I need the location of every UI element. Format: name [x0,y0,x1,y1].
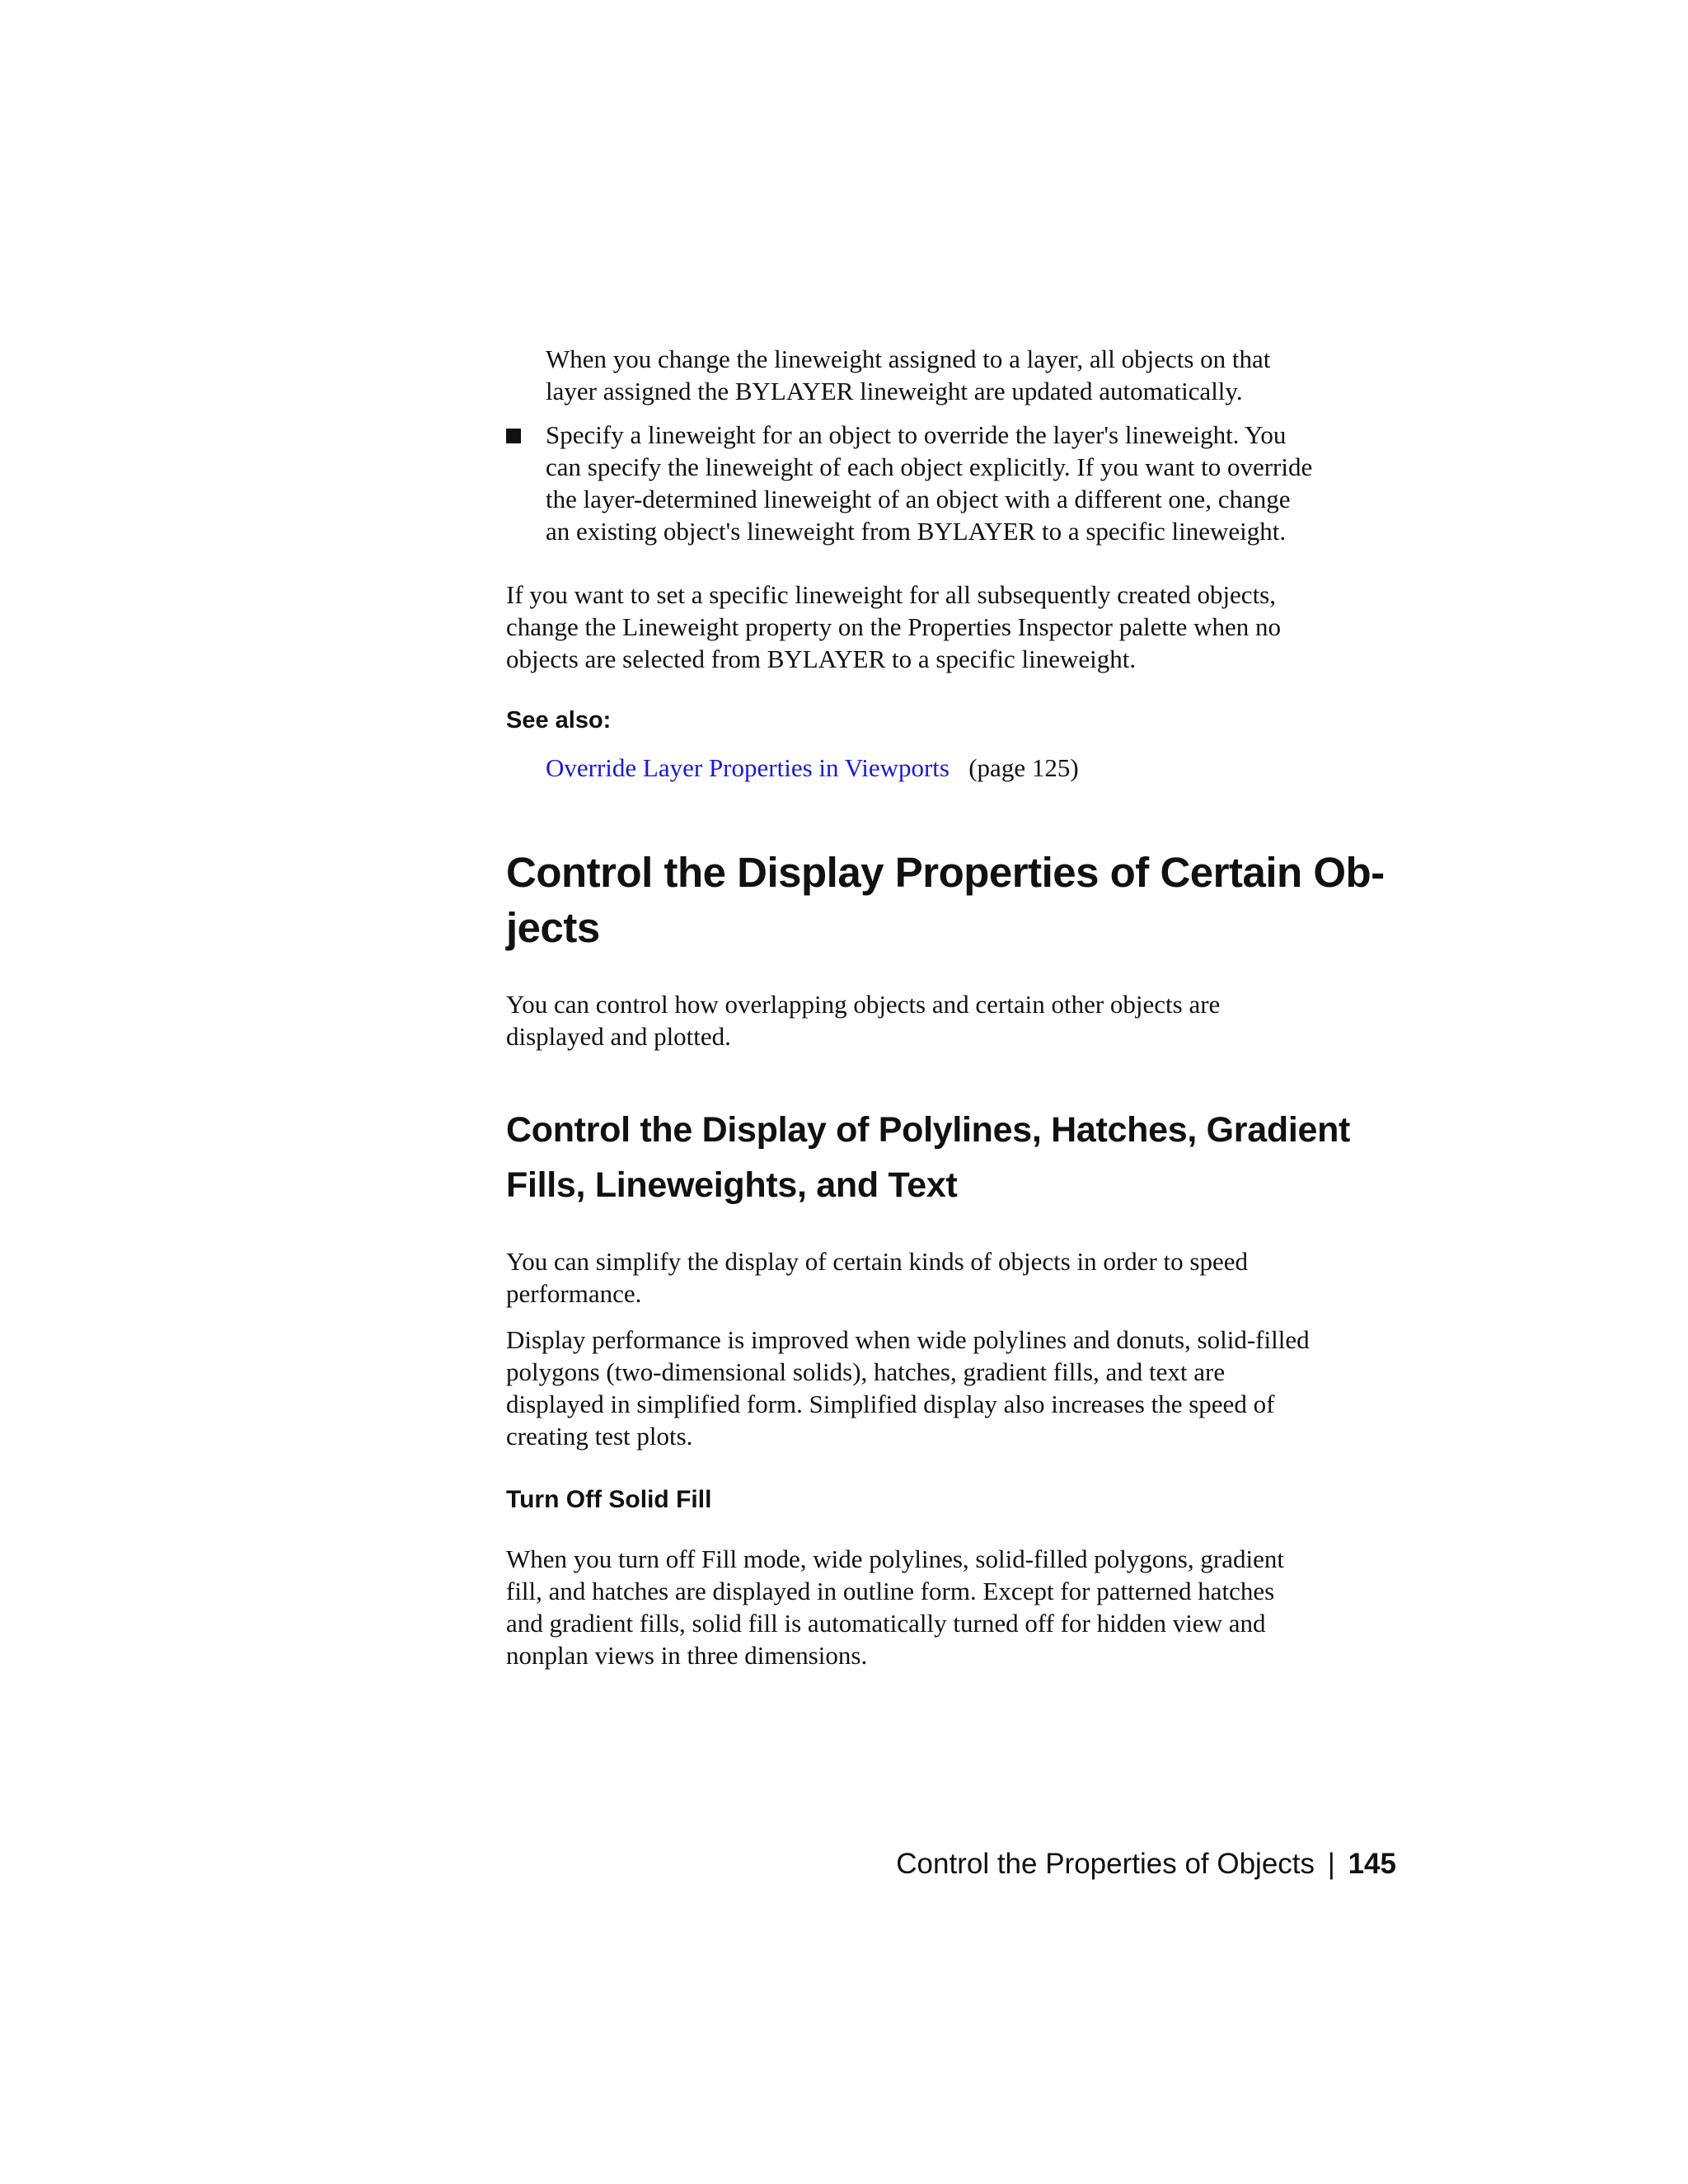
text-line: and gradient fills, solid fill is automatically turned off for hidden view and [506,1609,1266,1638]
text-line: displayed and plotted. [506,1022,731,1051]
text-line: layer assigned the BYLAYER lineweight are updated automatically. [546,377,1243,405]
see-also-entry [546,752,1396,784]
heading-line: Fills, Lineweights, and Text [506,1165,958,1205]
text-line: You can control how overlapping objects and certain other objects are [506,990,1221,1019]
page-reference: (page 125) [968,753,1079,782]
text-line: creating test plots. [506,1422,693,1451]
paragraph-set-lineweight [506,579,1396,675]
heading-line: Control the Display of Polylines, Hatches, Gradient [506,1110,1351,1150]
text-line: polygons (two-dimensional solids), hatches, gradient fills, and text are [506,1357,1226,1386]
page-footer [896,1846,1396,1882]
text-line: displayed in simplified form. Simplified display also increases the speed of [506,1390,1275,1418]
bullet-square-icon [506,429,521,443]
simplify-paragraph [506,1245,1396,1310]
heading-line: jects [506,904,600,951]
fill-mode-paragraph [506,1543,1396,1671]
footer-section-title: Control the Properties of Objects [896,1848,1315,1880]
heading-line: Control the Display Properties of Certain Ob- [506,849,1385,896]
subsection-heading [506,1103,1396,1213]
text-line: nonplan views in three dimensions. [506,1641,868,1670]
section-heading [506,845,1396,955]
bullet-item [546,419,1396,547]
text-line: When you turn off Fill mode, wide polylines, solid-filled polygons, gradient [506,1544,1284,1573]
minor-heading: Turn Off Solid Fill [506,1486,712,1513]
footer-separator: | [1327,1848,1335,1880]
page-number: 145 [1348,1848,1396,1880]
performance-paragraph [506,1324,1396,1452]
text-line: objects are selected from BYLAYER to a specific lineweight. [506,644,1137,673]
text-line: change the Lineweight property on the Properties Inspector palette when no [506,612,1282,641]
text-line: can specify the lineweight of each object explicitly. If you want to override [546,452,1313,481]
text-line: Specify a lineweight for an object to override the layer's lineweight. You [546,420,1287,449]
text-line: When you change the lineweight assigned to a layer, all objects on that [546,344,1271,373]
continuation-paragraph [546,343,1396,407]
text-line: You can simplify the display of certain kinds of objects in order to speed [506,1247,1248,1276]
intro-paragraph [506,988,1396,1052]
text-line: performance. [506,1279,642,1308]
see-also-link[interactable]: Override Layer Properties in Viewports [546,753,950,782]
text-line: If you want to set a specific lineweight for all subsequently created objects, [506,580,1276,609]
see-also-label: See also: [506,707,612,733]
text-line: fill, and hatches are displayed in outline form. Except for patterned hatches [506,1577,1275,1605]
text-line: the layer-determined lineweight of an object with a different one, change [546,485,1291,513]
text-line: Display performance is improved when wide polylines and donuts, solid-filled [506,1325,1310,1354]
text-line: an existing object's lineweight from BYLAYER to a specific lineweight. [546,517,1287,546]
